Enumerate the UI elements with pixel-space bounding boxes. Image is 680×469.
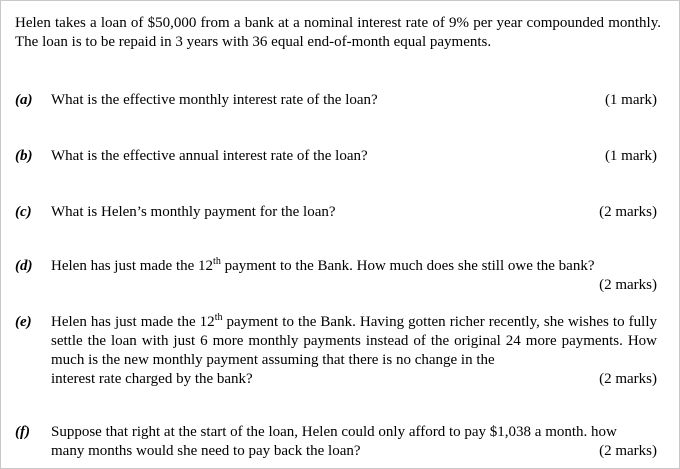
question-f-marks: (2 marks) xyxy=(599,443,657,459)
question-a-body xyxy=(51,91,657,110)
question-d xyxy=(15,257,657,295)
question-b xyxy=(15,147,657,166)
question-f-label: (f) xyxy=(15,424,30,440)
question-e-body xyxy=(51,313,657,389)
question-c xyxy=(15,203,657,222)
question-e-ordinal-suffix: th xyxy=(214,312,223,323)
question-a-marks: (1 mark) xyxy=(604,92,657,108)
question-c-marks: (2 marks) xyxy=(599,204,657,220)
question-b-body xyxy=(51,147,657,166)
problem-intro: Helen takes a loan of $50,000 from a bank at a nominal interest rate of 9% per year compounded monthly. The loan is to be repaid in 3 years with 36 equal end-of-month equal payments. xyxy=(15,15,661,50)
question-e-marks: (2 marks) xyxy=(599,371,657,387)
question-d-label: (d) xyxy=(15,258,33,274)
question-f-last-line xyxy=(51,442,657,461)
question-a xyxy=(15,91,657,110)
question-b-marks: (1 mark) xyxy=(604,148,657,164)
question-c-body xyxy=(51,203,657,222)
question-f-body xyxy=(51,423,657,461)
question-d-ordinal-suffix: th xyxy=(213,256,221,267)
question-a-label: (a) xyxy=(15,92,33,108)
question-e-text-last: interest rate charged by the bank? xyxy=(51,371,253,387)
question-c-label: (c) xyxy=(15,204,32,220)
question-f xyxy=(15,423,657,461)
question-d-marks: (2 marks) xyxy=(599,277,657,293)
question-d-text xyxy=(51,257,657,276)
question-f-text: Suppose that right at the start of the loan, Helen could only afford to pay $1,038 a month. how xyxy=(51,424,617,440)
question-c-text: What is Helen’s monthly payment for the loan? xyxy=(51,204,336,220)
question-d-body xyxy=(51,257,657,295)
question-e-label: (e) xyxy=(15,314,32,330)
question-d-text-end: payment to the Bank. How much does she still owe the bank? xyxy=(220,258,595,274)
question-b-label: (b) xyxy=(15,148,33,164)
question-e-text xyxy=(51,313,657,370)
question-e-last-line xyxy=(51,370,657,389)
question-e-text-end: payment to the Bank. Having gotten richer recently, she wishes to fully settle the loan with just 6 more monthly payments instead of the original 24 more payments. How much is the new monthly payment assuming that there is no change in the xyxy=(51,314,657,368)
question-e xyxy=(15,313,657,389)
question-d-text-start: Helen has just made the 12 xyxy=(51,258,214,274)
question-f-text-last: many months would she need to pay back the loan? xyxy=(51,443,361,459)
question-e-text-start: Helen has just made the 12 xyxy=(51,314,215,330)
question-a-text: What is the effective monthly interest rate of the loan? xyxy=(51,92,378,108)
question-b-text: What is the effective annual interest rate of the loan? xyxy=(51,148,368,164)
